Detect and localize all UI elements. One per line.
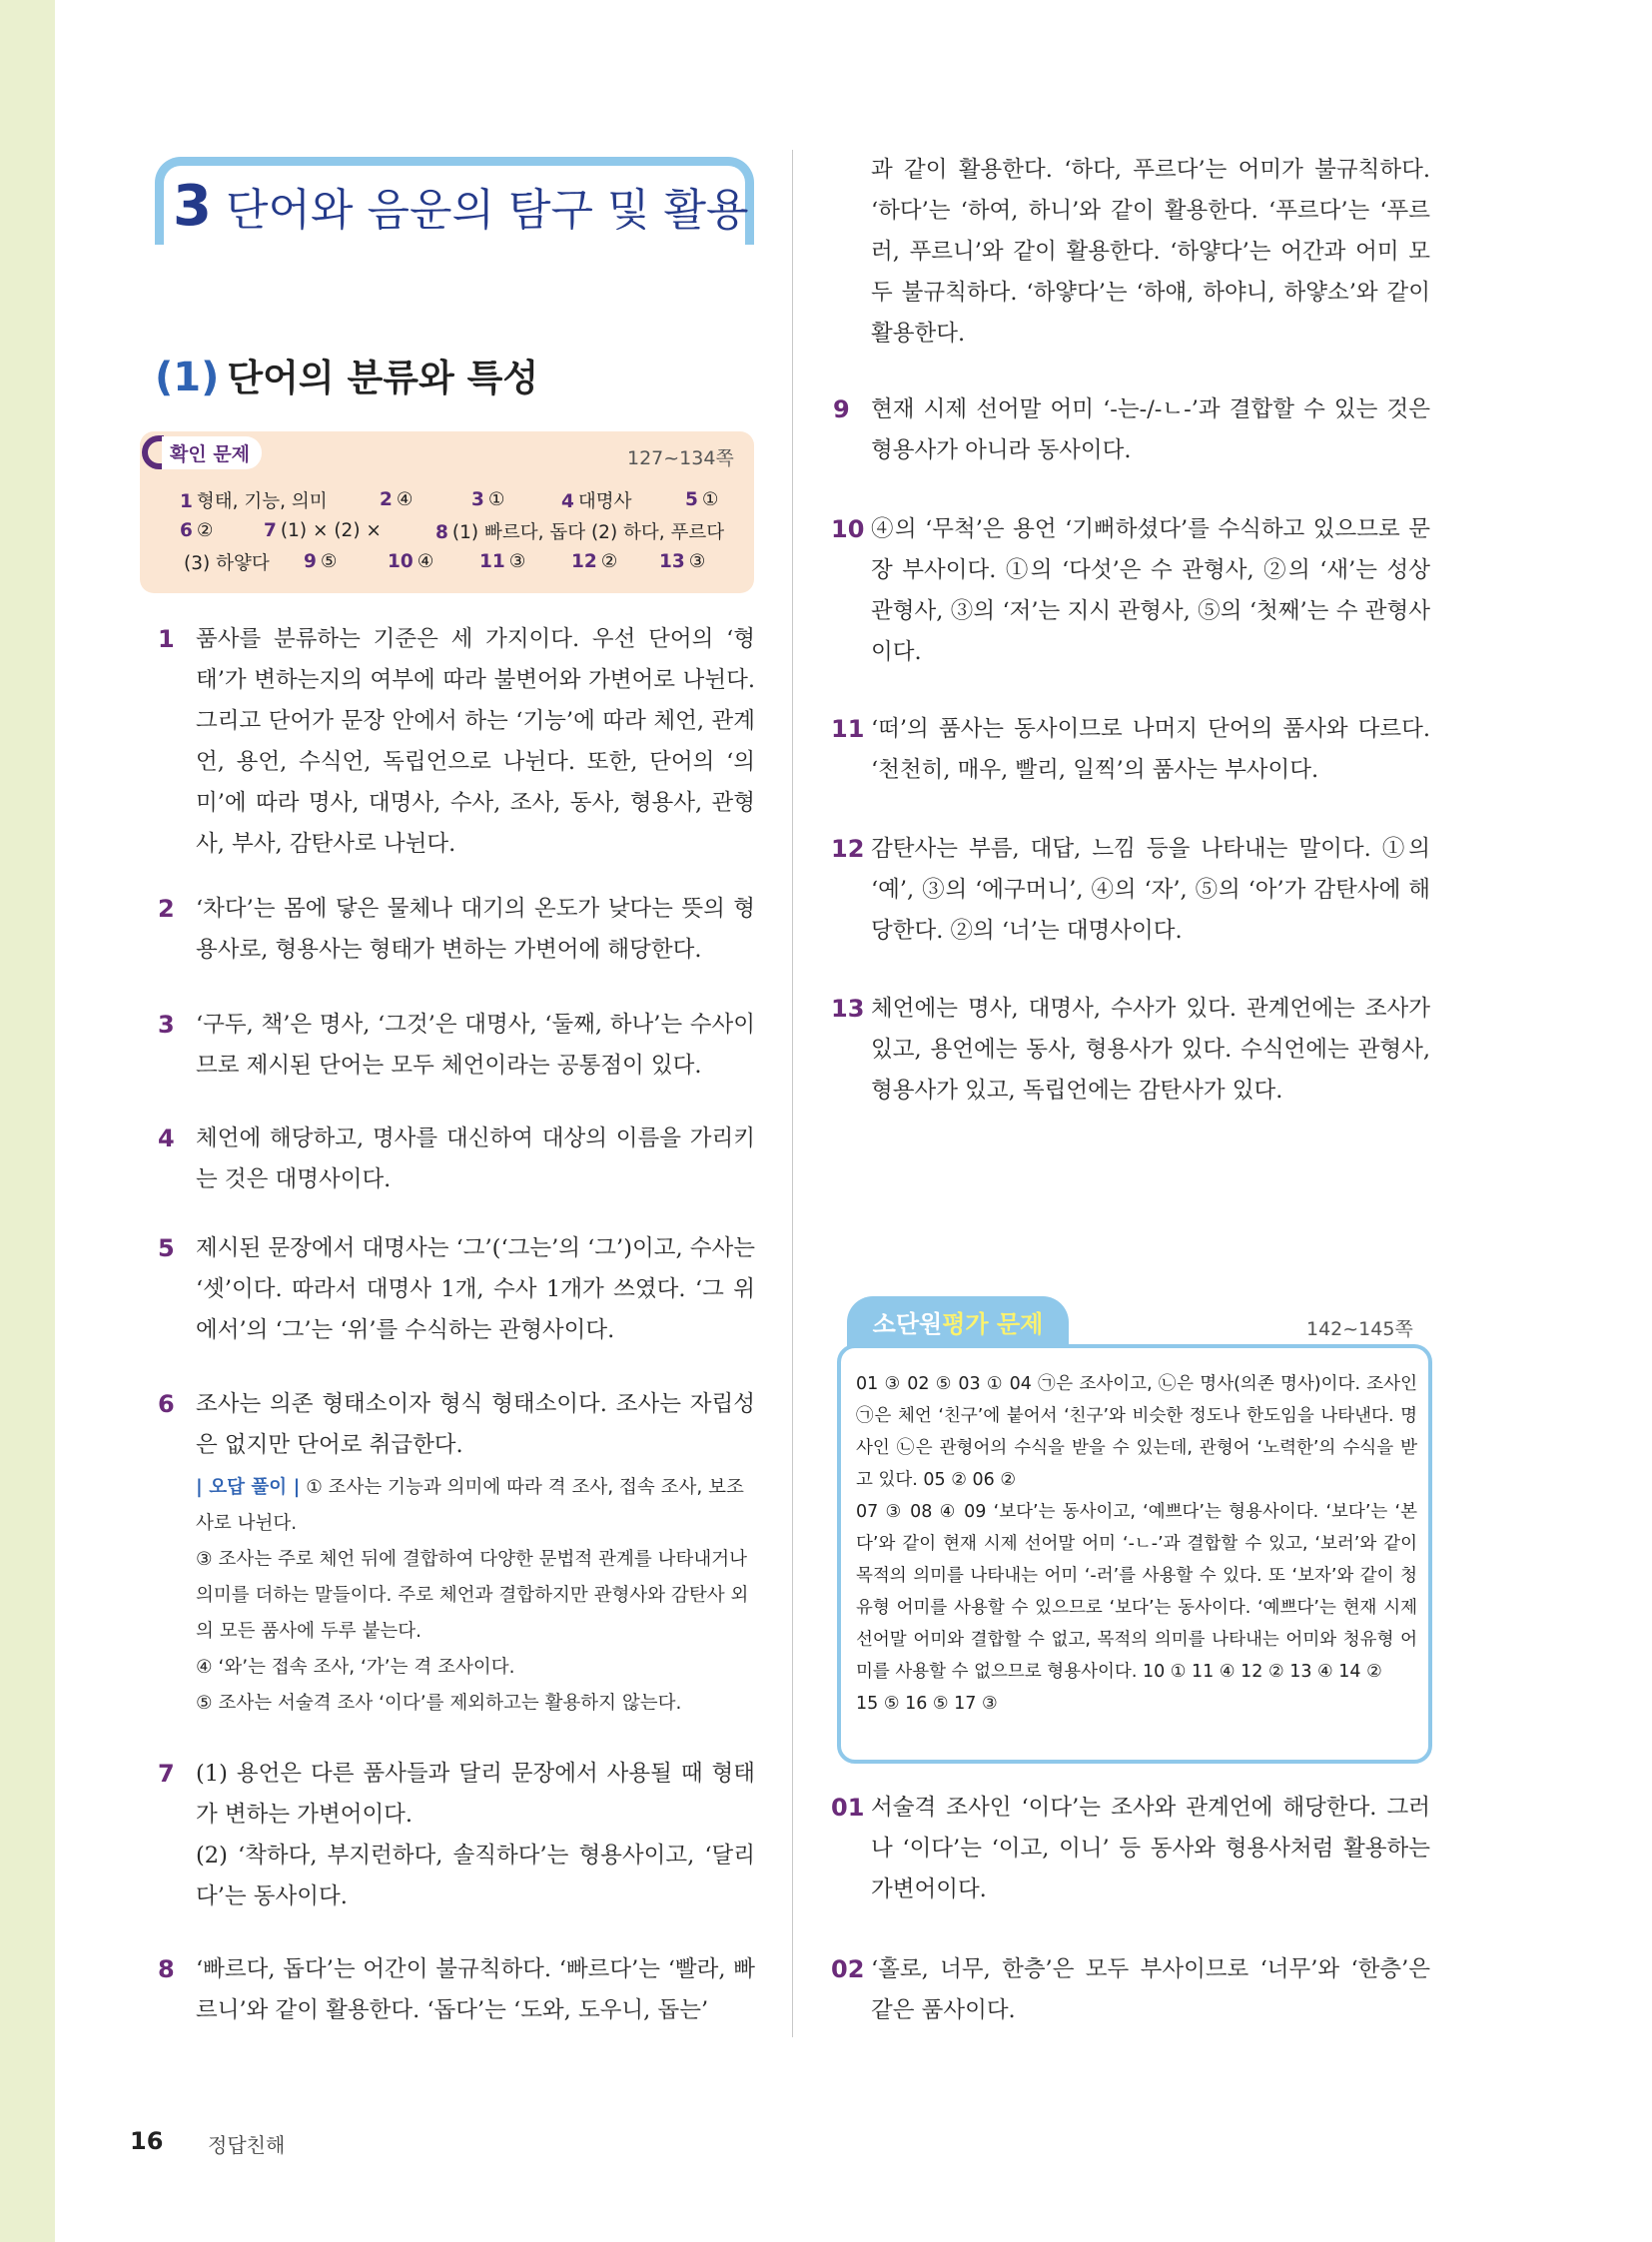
item-text: 서술격 조사인 ‘이다’는 조사와 관계언에 해당한다. 그러나 ‘이다’는 ‘이고, 이니’ 등 동사와 형용사처럼 활용하는 가변어이다. [871,1795,1430,1902]
item-text: ‘홀로, 너무, 한층’은 모두 부사이므로 ‘너무’와 ‘한층’은 같은 품사이다. [871,1956,1430,2023]
note-line: ⑤ 조사는 서술격 조사 ‘이다’를 제외하고는 활용하지 않는다. [196,1693,682,1714]
note-line: ① 조사는 기능과 의미에 따라 격 조사, 접속 조사, 보조사로 나뉜다. [196,1477,744,1534]
check-answers [180,484,739,577]
item-number: 5 [158,1234,175,1262]
wrong-answer-note [196,1470,755,1722]
item-text: (2) ‘착하다, 부지런하다, 솔직하다’는 형용사이고, ‘달리다’는 동사이다. [196,1843,755,1909]
subsection-heading [155,348,538,401]
item-number: 4 [158,1124,175,1152]
evaluation-range: 142~145쪽 [1306,1318,1413,1340]
page-number: 16 [130,2127,164,2155]
subsection-title: 단어의 분류와 특성 [227,357,539,399]
note-line: ④ ‘와’는 접속 조사, ‘가’는 격 조사이다. [196,1657,515,1678]
answer-item: 7 (1) × (2) × [264,520,382,541]
explanation-item [833,389,1430,471]
evaluation-answer-block: 07 ③ 08 ④ 09 ‘보다’는 동사이고, ‘예쁘다’는 형용사이다. ‘보다’는 ‘본다’와 같이 현재 시제 선어말 어미 ‘-ㄴ-’과 결합할 수 있고, ‘보러’와 같이 목적의 의미를 나타내는 어미 ‘-러’를 사용할 수 있다. 또 ‘보자’와 같이 청유형 어미를 사용할 수 있으므로 ‘보다’는 동사이다. ‘예쁘다’는 현재 시제 선어말 어미와 결합할 수 없고, 목적의 의미를 나타내는 어미와 청유형 어미를 사용할 수 없으므로 형용사이다. 10 ① 11 ④ 12 ② 13 ④ 14 ② [856,1502,1417,1682]
tab-arc-icon [142,435,164,469]
item-number: 7 [158,1760,175,1788]
column-divider [792,150,793,2037]
explanation-item [158,619,755,865]
footer-title: 정답친해 [208,2133,286,2157]
item-number: 02 [831,1955,865,1983]
answer-item: 3 ① [471,489,505,510]
answer-item: 13 ③ [659,551,706,572]
explanation-item [831,709,1430,791]
explanation-item [158,1228,755,1351]
evaluation-tab-label: 소단원 [872,1309,943,1338]
section-title: 단어와 음운의 탐구 및 활용 [225,185,749,236]
explanation-item [158,1119,755,1200]
evaluation-item [831,1949,1430,2031]
check-problems-range: 127~134쪽 [627,447,734,469]
answer-item: 4 대명사 [561,490,632,512]
explanation-item [831,509,1430,673]
answer-item: 12 ② [571,551,618,572]
item-number: 11 [831,715,865,743]
explanation-item-continued [871,150,1430,355]
section-number: 3 [173,174,212,239]
answer-item: 1 형태, 기능, 의미 [180,490,328,512]
explanation-item [158,1005,755,1087]
answer-item: (3) 하얗다 [184,552,270,574]
explanation-item [158,889,755,971]
answer-item: 8 (1) 빠르다, 돕다 (2) 하다, 푸르다 [435,521,725,543]
item-text: 제시된 문장에서 대명사는 ‘그’(‘그는’의 ‘그’)이고, 수사는 ‘셋’이다. 따라서 대명사 1개, 수사 1개가 쓰였다. ‘그 위에서’의 ‘그’는 ‘위’를 수식하는 관형사이다. [196,1235,755,1343]
evaluation-answer-block: 15 ⑤ 16 ⑤ 17 ③ [856,1694,998,1714]
evaluation-tab-highlight: 평가 문제 [942,1309,1044,1338]
item-number: 13 [831,995,865,1023]
item-text: ‘떠’의 품사는 동사이므로 나머지 단어의 품사와 다르다. ‘천천히, 매우, 빨리, 일찍’의 품사는 부사이다. [871,716,1430,783]
item-number: 1 [158,625,175,653]
answer-row [180,484,739,515]
explanation-item [158,1754,755,1917]
item-text: (1) 용언은 다른 품사들과 달리 문장에서 사용될 때 형태가 변하는 가변어이다. [196,1761,755,1828]
item-number: 10 [831,515,865,543]
check-problems-label: 확인 문제 [162,436,262,469]
item-text: 과 같이 활용한다. ‘하다, 푸르다’는 어미가 불규칙하다. ‘하다’는 ‘하여, 하니’와 같이 활용한다. ‘푸르다’는 ‘푸르러, 푸르니’와 같이 활용한다. ‘하얗다’는 어간과 어미 모두 불규칙하다. ‘하얗다’는 ‘하얘, 하야니, 하얗소’와 같이 활용한다. [871,157,1430,347]
item-text: ‘빠르다, 돕다’는 어간이 불규칙하다. ‘빠르다’는 ‘빨라, 빠르니’와 같이 활용한다. ‘돕다’는 ‘도와, 도우니, 돕는’ [196,1956,755,2023]
answer-item: 6 ② [180,520,214,541]
answer-row [180,546,739,577]
answer-item: 2 ④ [380,489,413,510]
item-text: 조사는 의존 형태소이자 형식 형태소이다. 조사는 자립성은 없지만 단어로 취급한다. [196,1391,755,1458]
subsection-number: (1) [155,355,220,400]
explanation-item [831,829,1430,952]
item-text: 감탄사는 부름, 대답, 느낌 등을 나타내는 말이다. ①의 ‘예’, ③의 ‘에구머니’, ④의 ‘자’, ⑤의 ‘아’가 감탄사에 해당한다. ②의 ‘너’는 대명사이다. [871,836,1430,944]
evaluation-item [831,1788,1430,1910]
item-text: 품사를 분류하는 기준은 세 가지이다. 우선 단어의 ‘형태’가 변하는지의 여부에 따라 불변어와 가변어로 나뉜다. 그리고 단어가 문장 안에서 하는 ‘기능’에 따라 체언, 관계언, 용언, 수식언, 독립언으로 나뉜다. 또한, 단어의 ‘의미’에 따라 명사, 대명사, 수사, 조사, 동사, 형용사, 관형사, 부사, 감탄사로 나뉜다. [196,626,755,857]
item-number: 3 [158,1011,175,1039]
answer-row [180,515,739,546]
check-problems-tab [142,435,262,469]
answer-item: 11 ③ [479,551,526,572]
item-number: 8 [158,1955,175,1983]
section-header [155,157,754,245]
explanation-item [831,989,1430,1112]
evaluation-answers [856,1368,1417,1720]
item-text: 현재 시제 선어말 어미 ‘-는-/-ㄴ-’과 결합할 수 있는 것은 형용사가 아니라 동사이다. [871,396,1430,463]
item-text: ‘차다’는 몸에 닿은 물체나 대기의 온도가 낮다는 뜻의 형용사로, 형용사는 형태가 변하는 가변어에 해당한다. [196,896,755,963]
item-number: 9 [833,395,850,423]
item-number: 2 [158,895,175,923]
answer-item: 9 ⑤ [304,551,338,572]
page-margin-strip [0,0,55,2242]
evaluation-tab [847,1296,1069,1346]
answer-item: 5 ① [685,489,719,510]
item-text: ‘구두, 책’은 명사, ‘그것’은 대명사, ‘둘째, 하나’는 수사이므로 제시된 단어는 모두 체언이라는 공통점이 있다. [196,1012,755,1079]
item-number: 12 [831,835,865,863]
note-line: ③ 조사는 주로 체언 뒤에 결합하여 다양한 문법적 관계를 나타내거나 의미를 더하는 말들이다. 주로 체언과 결합하지만 관형사와 감탄사 외의 모든 품사에 두루 붙는다. [196,1549,749,1642]
evaluation-answer-block: 01 ③ 02 ⑤ 03 ① 04 ㉠은 조사이고, ㉡은 명사(의존 명사)이다. 조사인 ㉠은 체언 ‘친구’에 붙어서 ‘친구’와 비슷한 정도나 한도임을 나타낸다. 명사인 ㉡은 관형어의 수식을 받을 수 있는데, 관형어 ‘노력한’의 수식을 받고 있다. 05 ② 06 ② [856,1374,1417,1490]
item-text: 체언에는 명사, 대명사, 수사가 있다. 관계언에는 조사가 있고, 용언에는 동사, 형용사가 있다. 수식언에는 관형사, 형용사가 있고, 독립언에는 감탄사가 있다. [871,996,1430,1104]
explanation-item [158,1949,755,2031]
item-text: 체언에 해당하고, 명사를 대신하여 대상의 이름을 가리키는 것은 대명사이다. [196,1125,755,1192]
item-text: ④의 ‘무척’은 용언 ‘기뻐하셨다’를 수식하고 있으므로 문장 부사이다. ①의 ‘다섯’은 수 관형사, ②의 ‘새’는 성상 관형사, ③의 ‘저’는 지시 관형사, ⑤의 ‘첫째’는 수 관형사이다. [871,516,1430,665]
answer-item: 10 ④ [388,551,434,572]
item-number: 01 [831,1794,865,1822]
item-number: 6 [158,1390,175,1418]
explanation-item [158,1384,755,1722]
note-tag: | 오답 풀이 | [196,1477,301,1498]
